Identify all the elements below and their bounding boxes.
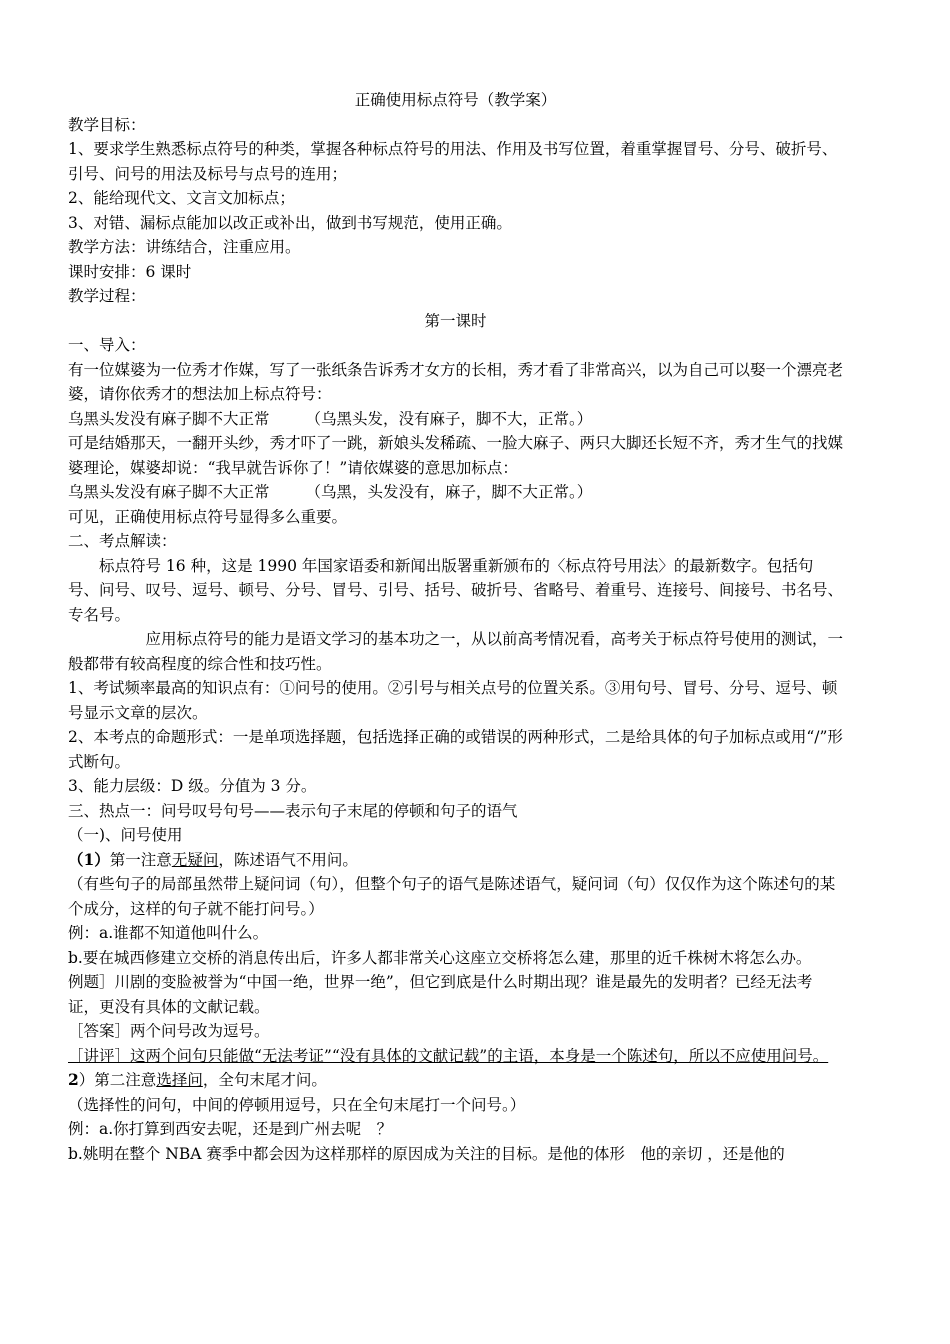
intro-heading: 一、导入：: [68, 336, 146, 354]
example-raw-1: 乌黑头发没有麻子脚不大正常: [68, 409, 270, 428]
rule-1-example-a: 例：a.谁都不知道他叫什么。: [68, 924, 269, 942]
exam-point-2: 2、本考点的命题形式：一是单项选择题，包括选择正确的或错误的两种形式，二是给具体的句子加标点或用“/”形式断句。: [68, 728, 843, 771]
goal-2: 2、能给现代文、文言文加标点；: [68, 189, 295, 207]
exam-points-heading: 二、考点解读：: [68, 532, 177, 550]
example-punctuated-1: （乌黑头发，没有麻子，脚不大，正常。）: [305, 409, 593, 428]
rule-1-text-a: 第一注意: [109, 850, 172, 869]
example-line-1: [68, 407, 843, 432]
rule-1-text-b: ，陈述语气不用问。: [218, 850, 358, 869]
goal-1: 1、要求学生熟悉标点符号的种类，掌握各种标点符号的用法、作用及书写位置，着重掌握冒号、分号、破折号、引号、问号的用法及标号与点号的连用；: [68, 140, 838, 183]
intro-paragraph-2: 可是结婚那天，一翻开头纱，秀才吓了一跳，新娘头发稀疏、一脸大麻子、两只大脚还长短不齐，秀才生气的找媒婆理论，媒婆却说：“我早就告诉你了！”请依媒婆的意思加标点：: [68, 434, 844, 477]
rule-1: [68, 848, 843, 873]
rule-1-number: （1）: [68, 849, 110, 869]
exam-point-1: 1、考试频率最高的知识点有：①问号的使用。②引号与相关点号的位置关系。③用句号、冒号、分号、逗号、顿号显示文章的层次。: [68, 679, 838, 722]
rule-2-example-b: b.姚明在整个 NBA 赛季中都会因为这样那样的原因成为关注的目标。是他的体形 他的亲切 ，还是他的: [68, 1144, 785, 1163]
rule-2-explanation: （选择性的问句，中间的停顿用逗号，只在全句末尾打一个问号。）: [68, 1095, 526, 1114]
exam-points-paragraph-1: 标点符号 16 种，这是 1990 年国家语委和新闻出版署重新颁布的〈标点符号用法〉的最新数字。包括句号、问号、叹号、逗号、顿号、分号、冒号、引号、括号、破折号、省略号、着重号、连接号、间接号、书名号、专名号。: [68, 556, 844, 624]
question-mark-subheading: （一)、问号使用: [68, 826, 183, 844]
section-heading-goals: 教学目标：: [68, 115, 146, 134]
section-heading-process: 教学过程：: [68, 287, 146, 305]
rule-2-text-b: ，全句末尾才问。: [202, 1071, 327, 1089]
intro-conclusion: 可见，正确使用标点符号显得多么重要。: [68, 507, 348, 526]
rule-1-example-b: b.要在城西修建立交桥的消息传出后，许多人都非常关心这座立交桥将怎么建，那里的近千株树木将怎么办。: [68, 948, 812, 967]
rule-2-example-a: 例：a.你打算到西安去呢，还是到广州去呢 ？: [68, 1120, 393, 1138]
example-punctuated-2: （乌黑，头发没有，麻子，脚不大正常。）: [305, 483, 593, 501]
lesson-heading: 第一课时: [424, 311, 487, 330]
rule-1-explanation: （有些句子的局部虽然带上疑问词（句），但整个句子的语气是陈述语气，疑问词（句）仅仅作为这个陈述句的某个成分，这样的句子就不能打问号。）: [68, 875, 836, 918]
goal-3: 3、对错、漏标点能加以改正或补出，做到书写规范，使用正确。: [68, 213, 512, 232]
example-raw-2: 乌黑头发没有麻子脚不大正常: [68, 483, 270, 501]
rule-2-keyword: 选择问: [156, 1071, 203, 1089]
exercise-commentary: ［讲评］这两个问句只能做“无法考证”“没有具体的文献记载”的主语，本身是一个陈述句，所以不应使用问号。: [68, 1046, 829, 1065]
example-line-2: [68, 480, 843, 505]
rule-2-number: 2: [68, 1070, 79, 1089]
exercise-answer: ［答案］两个问号改为逗号。: [68, 1022, 270, 1040]
rule-2-text-a: ）第二注意: [78, 1071, 157, 1089]
rule-1-keyword: 无疑问: [171, 850, 219, 869]
exercise-question: 例题］川剧的变脸被誉为“中国一绝，世界一绝”，但它到底是什么时期出现？谁是最先的发明者？已经无法考证，更没有具体的文献记载。: [68, 973, 813, 1016]
exam-points-paragraph-2: 应用标点符号的能力是语文学习的基本功之一，从以前高考情况看，高考关于标点符号使用的测试，一般都带有较高程度的综合性和技巧性。: [68, 630, 844, 673]
hotspot-heading: 三、热点一：问号叹号句号——表示句子末尾的停顿和句子的语气: [68, 801, 518, 820]
document-page: [68, 88, 843, 1166]
document-title: 正确使用标点符号（教学案）: [354, 91, 557, 109]
rule-2: [68, 1068, 843, 1093]
intro-paragraph-1: 有一位媒婆为一位秀才作媒，写了一张纸条告诉秀才女方的长相，秀才看了非常高兴，以为自己可以娶一个漂亮老婆，请你依秀才的想法加上标点符号：: [68, 360, 844, 403]
teaching-method: 教学方法：讲练结合，注重应用。: [68, 238, 301, 256]
schedule: 课时安排：6 课时: [68, 262, 192, 281]
exam-point-3: 3、能力层级：D 级。分值为 3 分。: [68, 777, 317, 795]
